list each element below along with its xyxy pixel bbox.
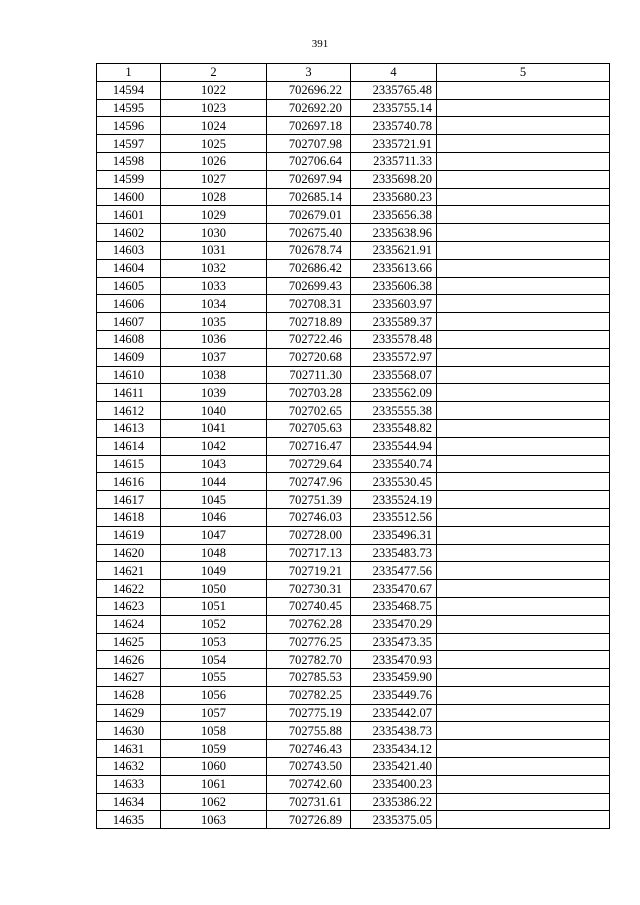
cell-note <box>437 313 610 331</box>
cell-y-coordinate: 2335421.40 <box>351 758 437 776</box>
cell-note <box>437 188 610 206</box>
cell-index: 1054 <box>161 651 267 669</box>
cell-index: 1030 <box>161 224 267 242</box>
cell-point-number: 14603 <box>97 241 161 259</box>
cell-x-coordinate: 702711.30 <box>267 366 351 384</box>
cell-y-coordinate: 2335483.73 <box>351 544 437 562</box>
cell-y-coordinate: 2335680.23 <box>351 188 437 206</box>
table-row <box>97 651 610 669</box>
cell-x-coordinate: 702746.43 <box>267 740 351 758</box>
cell-y-coordinate: 2335656.38 <box>351 206 437 224</box>
column-header-4: 4 <box>351 64 437 82</box>
cell-note <box>437 633 610 651</box>
cell-x-coordinate: 702707.98 <box>267 135 351 153</box>
cell-note <box>437 775 610 793</box>
table-row <box>97 758 610 776</box>
cell-note <box>437 402 610 420</box>
cell-index: 1060 <box>161 758 267 776</box>
cell-y-coordinate: 2335468.75 <box>351 597 437 615</box>
cell-point-number: 14617 <box>97 491 161 509</box>
cell-x-coordinate: 702742.60 <box>267 775 351 793</box>
cell-y-coordinate: 2335572.97 <box>351 348 437 366</box>
cell-index: 1026 <box>161 152 267 170</box>
cell-y-coordinate: 2335477.56 <box>351 562 437 580</box>
column-header-2: 2 <box>161 64 267 82</box>
table-row <box>97 206 610 224</box>
cell-x-coordinate: 702697.94 <box>267 170 351 188</box>
cell-index: 1047 <box>161 526 267 544</box>
cell-note <box>437 206 610 224</box>
cell-x-coordinate: 702726.89 <box>267 811 351 829</box>
cell-note <box>437 544 610 562</box>
cell-index: 1050 <box>161 580 267 598</box>
cell-y-coordinate: 2335524.19 <box>351 491 437 509</box>
cell-note <box>437 117 610 135</box>
cell-note <box>437 811 610 829</box>
cell-y-coordinate: 2335540.74 <box>351 455 437 473</box>
cell-y-coordinate: 2335438.73 <box>351 722 437 740</box>
cell-x-coordinate: 702746.03 <box>267 508 351 526</box>
cell-index: 1044 <box>161 473 267 491</box>
cell-point-number: 14599 <box>97 170 161 188</box>
table-row <box>97 135 610 153</box>
cell-y-coordinate: 2335449.76 <box>351 686 437 704</box>
cell-note <box>437 473 610 491</box>
cell-x-coordinate: 702728.00 <box>267 526 351 544</box>
cell-index: 1024 <box>161 117 267 135</box>
cell-point-number: 14631 <box>97 740 161 758</box>
cell-point-number: 14622 <box>97 580 161 598</box>
cell-note <box>437 758 610 776</box>
table-row <box>97 811 610 829</box>
table-row <box>97 152 610 170</box>
cell-x-coordinate: 702720.68 <box>267 348 351 366</box>
table-row <box>97 295 610 313</box>
cell-point-number: 14620 <box>97 544 161 562</box>
coordinates-table <box>96 63 610 829</box>
cell-x-coordinate: 702729.64 <box>267 455 351 473</box>
cell-point-number: 14610 <box>97 366 161 384</box>
cell-index: 1022 <box>161 81 267 99</box>
cell-point-number: 14630 <box>97 722 161 740</box>
cell-index: 1039 <box>161 384 267 402</box>
cell-point-number: 14619 <box>97 526 161 544</box>
cell-x-coordinate: 702762.28 <box>267 615 351 633</box>
table-row <box>97 170 610 188</box>
table-row <box>97 81 610 99</box>
cell-point-number: 14596 <box>97 117 161 135</box>
cell-point-number: 14621 <box>97 562 161 580</box>
cell-note <box>437 437 610 455</box>
table-row <box>97 455 610 473</box>
table-row <box>97 277 610 295</box>
table-row <box>97 597 610 615</box>
cell-point-number: 14614 <box>97 437 161 455</box>
table-row <box>97 473 610 491</box>
column-header-5: 5 <box>437 64 610 82</box>
cell-x-coordinate: 702716.47 <box>267 437 351 455</box>
cell-point-number: 14626 <box>97 651 161 669</box>
cell-y-coordinate: 2335721.91 <box>351 135 437 153</box>
cell-index: 1063 <box>161 811 267 829</box>
cell-note <box>437 295 610 313</box>
table-row <box>97 615 610 633</box>
cell-y-coordinate: 2335470.29 <box>351 615 437 633</box>
cell-y-coordinate: 2335470.67 <box>351 580 437 598</box>
cell-y-coordinate: 2335606.38 <box>351 277 437 295</box>
cell-note <box>437 152 610 170</box>
table-header-row <box>97 64 610 82</box>
cell-index: 1035 <box>161 313 267 331</box>
cell-x-coordinate: 702675.40 <box>267 224 351 242</box>
cell-note <box>437 580 610 598</box>
cell-point-number: 14609 <box>97 348 161 366</box>
cell-index: 1045 <box>161 491 267 509</box>
cell-y-coordinate: 2335512.56 <box>351 508 437 526</box>
cell-note <box>437 651 610 669</box>
table-row <box>97 437 610 455</box>
cell-y-coordinate: 2335375.05 <box>351 811 437 829</box>
cell-note <box>437 597 610 615</box>
cell-y-coordinate: 2335473.35 <box>351 633 437 651</box>
cell-note <box>437 455 610 473</box>
cell-note <box>437 508 610 526</box>
cell-y-coordinate: 2335589.37 <box>351 313 437 331</box>
cell-x-coordinate: 702731.61 <box>267 793 351 811</box>
cell-index: 1040 <box>161 402 267 420</box>
cell-y-coordinate: 2335442.07 <box>351 704 437 722</box>
cell-y-coordinate: 2335711.33 <box>351 152 437 170</box>
cell-y-coordinate: 2335548.82 <box>351 419 437 437</box>
cell-note <box>437 793 610 811</box>
table-row <box>97 704 610 722</box>
cell-x-coordinate: 702740.45 <box>267 597 351 615</box>
cell-note <box>437 669 610 687</box>
cell-index: 1052 <box>161 615 267 633</box>
table-row <box>97 491 610 509</box>
cell-index: 1053 <box>161 633 267 651</box>
table-row <box>97 313 610 331</box>
cell-point-number: 14597 <box>97 135 161 153</box>
cell-y-coordinate: 2335638.96 <box>351 224 437 242</box>
table-row <box>97 526 610 544</box>
cell-x-coordinate: 702706.64 <box>267 152 351 170</box>
cell-note <box>437 330 610 348</box>
table-row <box>97 508 610 526</box>
table-row <box>97 544 610 562</box>
cell-index: 1034 <box>161 295 267 313</box>
cell-point-number: 14605 <box>97 277 161 295</box>
cell-note <box>437 277 610 295</box>
cell-index: 1041 <box>161 419 267 437</box>
cell-point-number: 14629 <box>97 704 161 722</box>
cell-note <box>437 740 610 758</box>
cell-point-number: 14611 <box>97 384 161 402</box>
cell-point-number: 14598 <box>97 152 161 170</box>
cell-index: 1029 <box>161 206 267 224</box>
cell-x-coordinate: 702703.28 <box>267 384 351 402</box>
cell-note <box>437 241 610 259</box>
cell-y-coordinate: 2335740.78 <box>351 117 437 135</box>
cell-note <box>437 722 610 740</box>
cell-point-number: 14633 <box>97 775 161 793</box>
cell-x-coordinate: 702699.43 <box>267 277 351 295</box>
cell-index: 1058 <box>161 722 267 740</box>
cell-point-number: 14618 <box>97 508 161 526</box>
table-row <box>97 99 610 117</box>
cell-point-number: 14627 <box>97 669 161 687</box>
cell-point-number: 14615 <box>97 455 161 473</box>
cell-y-coordinate: 2335698.20 <box>351 170 437 188</box>
cell-y-coordinate: 2335568.07 <box>351 366 437 384</box>
cell-index: 1028 <box>161 188 267 206</box>
cell-y-coordinate: 2335562.09 <box>351 384 437 402</box>
table-row <box>97 259 610 277</box>
cell-point-number: 14628 <box>97 686 161 704</box>
table-body <box>97 81 610 828</box>
cell-x-coordinate: 702782.25 <box>267 686 351 704</box>
table-row <box>97 740 610 758</box>
cell-x-coordinate: 702785.53 <box>267 669 351 687</box>
cell-note <box>437 615 610 633</box>
cell-y-coordinate: 2335765.48 <box>351 81 437 99</box>
table-row <box>97 669 610 687</box>
table-row <box>97 402 610 420</box>
table-row <box>97 775 610 793</box>
cell-point-number: 14604 <box>97 259 161 277</box>
cell-index: 1033 <box>161 277 267 295</box>
cell-note <box>437 526 610 544</box>
cell-point-number: 14616 <box>97 473 161 491</box>
cell-x-coordinate: 702705.63 <box>267 419 351 437</box>
cell-x-coordinate: 702702.65 <box>267 402 351 420</box>
cell-note <box>437 686 610 704</box>
cell-note <box>437 224 610 242</box>
cell-point-number: 14608 <box>97 330 161 348</box>
cell-point-number: 14602 <box>97 224 161 242</box>
cell-x-coordinate: 702782.70 <box>267 651 351 669</box>
cell-y-coordinate: 2335459.90 <box>351 669 437 687</box>
cell-note <box>437 704 610 722</box>
cell-note <box>437 170 610 188</box>
cell-point-number: 14612 <box>97 402 161 420</box>
cell-point-number: 14606 <box>97 295 161 313</box>
column-header-3: 3 <box>267 64 351 82</box>
cell-point-number: 14635 <box>97 811 161 829</box>
table-row <box>97 562 610 580</box>
cell-x-coordinate: 702775.19 <box>267 704 351 722</box>
cell-note <box>437 366 610 384</box>
cell-index: 1057 <box>161 704 267 722</box>
cell-point-number: 14594 <box>97 81 161 99</box>
table-row <box>97 722 610 740</box>
cell-x-coordinate: 702679.01 <box>267 206 351 224</box>
cell-note <box>437 99 610 117</box>
cell-index: 1037 <box>161 348 267 366</box>
cell-note <box>437 135 610 153</box>
cell-x-coordinate: 702776.25 <box>267 633 351 651</box>
cell-x-coordinate: 702697.18 <box>267 117 351 135</box>
cell-y-coordinate: 2335621.91 <box>351 241 437 259</box>
cell-y-coordinate: 2335470.93 <box>351 651 437 669</box>
cell-x-coordinate: 702743.50 <box>267 758 351 776</box>
cell-note <box>437 348 610 366</box>
cell-y-coordinate: 2335434.12 <box>351 740 437 758</box>
cell-point-number: 14613 <box>97 419 161 437</box>
cell-index: 1056 <box>161 686 267 704</box>
cell-note <box>437 491 610 509</box>
cell-note <box>437 419 610 437</box>
cell-index: 1042 <box>161 437 267 455</box>
cell-x-coordinate: 702751.39 <box>267 491 351 509</box>
cell-x-coordinate: 702708.31 <box>267 295 351 313</box>
cell-index: 1051 <box>161 597 267 615</box>
cell-y-coordinate: 2335496.31 <box>351 526 437 544</box>
cell-x-coordinate: 702747.96 <box>267 473 351 491</box>
cell-x-coordinate: 702755.88 <box>267 722 351 740</box>
cell-index: 1032 <box>161 259 267 277</box>
cell-index: 1027 <box>161 170 267 188</box>
cell-y-coordinate: 2335613.66 <box>351 259 437 277</box>
cell-index: 1046 <box>161 508 267 526</box>
cell-note <box>437 259 610 277</box>
table-row <box>97 188 610 206</box>
cell-y-coordinate: 2335544.94 <box>351 437 437 455</box>
cell-x-coordinate: 702696.22 <box>267 81 351 99</box>
cell-x-coordinate: 702717.13 <box>267 544 351 562</box>
cell-point-number: 14601 <box>97 206 161 224</box>
cell-x-coordinate: 702718.89 <box>267 313 351 331</box>
cell-y-coordinate: 2335530.45 <box>351 473 437 491</box>
cell-point-number: 14624 <box>97 615 161 633</box>
table-row <box>97 580 610 598</box>
cell-index: 1023 <box>161 99 267 117</box>
cell-note <box>437 384 610 402</box>
cell-point-number: 14607 <box>97 313 161 331</box>
cell-index: 1048 <box>161 544 267 562</box>
cell-point-number: 14625 <box>97 633 161 651</box>
table-row <box>97 348 610 366</box>
table-row <box>97 419 610 437</box>
cell-x-coordinate: 702678.74 <box>267 241 351 259</box>
cell-y-coordinate: 2335400.23 <box>351 775 437 793</box>
cell-index: 1025 <box>161 135 267 153</box>
table-row <box>97 793 610 811</box>
cell-y-coordinate: 2335755.14 <box>351 99 437 117</box>
cell-x-coordinate: 702685.14 <box>267 188 351 206</box>
table-row <box>97 686 610 704</box>
table-row <box>97 366 610 384</box>
cell-index: 1036 <box>161 330 267 348</box>
table-row <box>97 384 610 402</box>
cell-x-coordinate: 702686.42 <box>267 259 351 277</box>
cell-point-number: 14600 <box>97 188 161 206</box>
cell-x-coordinate: 702722.46 <box>267 330 351 348</box>
cell-point-number: 14623 <box>97 597 161 615</box>
cell-note <box>437 81 610 99</box>
cell-index: 1038 <box>161 366 267 384</box>
table-row <box>97 224 610 242</box>
cell-index: 1049 <box>161 562 267 580</box>
cell-index: 1055 <box>161 669 267 687</box>
table-row <box>97 633 610 651</box>
cell-point-number: 14634 <box>97 793 161 811</box>
cell-y-coordinate: 2335555.38 <box>351 402 437 420</box>
table-row <box>97 330 610 348</box>
cell-x-coordinate: 702692.20 <box>267 99 351 117</box>
table-row <box>97 241 610 259</box>
cell-index: 1059 <box>161 740 267 758</box>
cell-point-number: 14632 <box>97 758 161 776</box>
cell-index: 1062 <box>161 793 267 811</box>
cell-index: 1061 <box>161 775 267 793</box>
cell-index: 1043 <box>161 455 267 473</box>
cell-point-number: 14595 <box>97 99 161 117</box>
cell-index: 1031 <box>161 241 267 259</box>
column-header-1: 1 <box>97 64 161 82</box>
cell-x-coordinate: 702719.21 <box>267 562 351 580</box>
page-number: 391 <box>311 38 329 50</box>
cell-y-coordinate: 2335386.22 <box>351 793 437 811</box>
cell-y-coordinate: 2335578.48 <box>351 330 437 348</box>
cell-y-coordinate: 2335603.97 <box>351 295 437 313</box>
cell-note <box>437 562 610 580</box>
cell-x-coordinate: 702730.31 <box>267 580 351 598</box>
table-row <box>97 117 610 135</box>
